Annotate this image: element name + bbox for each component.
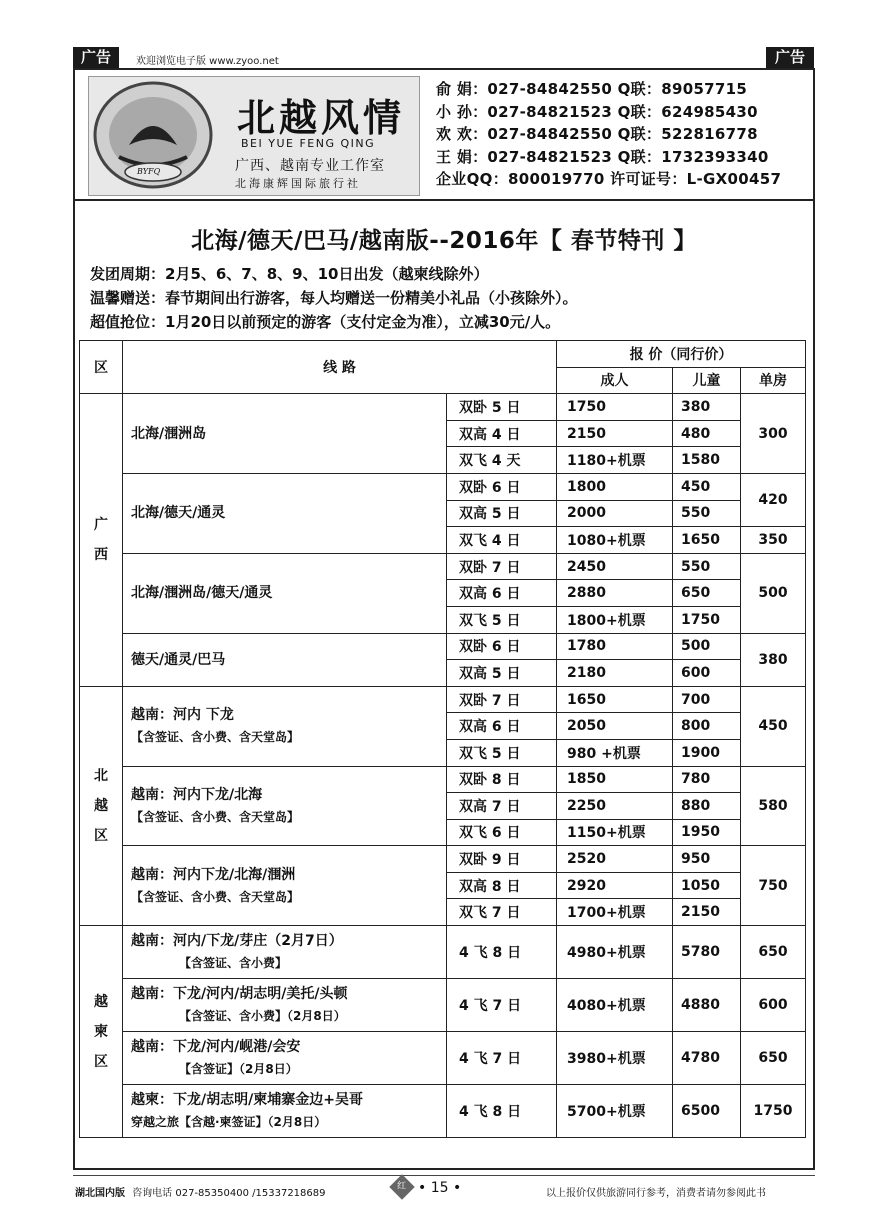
contact-line: 企业QQ：800019770 许可证号：L-GX00457 (436, 170, 782, 188)
info-line: 超值抢位：1月20日以前预定的游客（支付定金为准），立减30元/人。 (90, 313, 561, 331)
child-price: 880 (673, 793, 741, 820)
contact-line: 小 孙：027-84821523 Q联：624985430 (436, 102, 758, 121)
info-line: 温馨赠送：春节期间出行游客，每人均赠送一份精美小礼品（小孩除外）。 (90, 289, 578, 307)
child-price: 550 (673, 553, 741, 580)
child-price: 1650 (673, 527, 741, 554)
single-price: 450 (741, 686, 806, 766)
table-row (80, 846, 806, 873)
adult-price: 1150+机票 (557, 819, 673, 846)
adult-price: 3980+机票 (557, 1032, 673, 1085)
header-single: 单房 (741, 367, 806, 394)
table-header-row (80, 341, 806, 368)
info-line: 发团周期：2月5、6、7、8、9、10日出发（越柬线除外） (90, 265, 489, 283)
header-adult: 成人 (557, 367, 673, 394)
child-price: 1950 (673, 819, 741, 846)
child-price: 450 (673, 473, 741, 500)
route-name: 北海/涠洲岛/德天/通灵 (123, 553, 447, 633)
ad-tag-right: 广告 (766, 47, 814, 68)
duration: 4 飞 8 日 (447, 1085, 557, 1138)
route-title: 越南：下龙/河内/岘港/会安 (131, 1039, 301, 1056)
route-note: 【含签证、含小费、含天堂岛】 (131, 730, 300, 745)
route-name: 北海/德天/通灵 (123, 473, 447, 553)
header-price: 报 价（同行价） (557, 341, 806, 368)
child-price: 4780 (673, 1032, 741, 1085)
route-note: 【含签证】（2月8日） (179, 1062, 298, 1077)
duration: 双卧 6 日 (447, 473, 557, 500)
duration: 双高 8 日 (447, 872, 557, 899)
adult-price: 1780 (557, 633, 673, 660)
duration: 双卧 5 日 (447, 394, 557, 421)
route-note: 【含签证、含小费、含天堂岛】 (131, 809, 300, 824)
duration: 双高 7 日 (447, 793, 557, 820)
single-price: 580 (741, 766, 806, 846)
footer-phone: 咨询电话 027-85350400 /15337218689 (132, 1188, 326, 1199)
child-price: 1050 (673, 872, 741, 899)
route-title: 越柬：下龙/胡志明/柬埔寨金边+吴哥 (131, 1092, 363, 1109)
duration: 双卧 9 日 (447, 846, 557, 873)
adult-price: 5700+机票 (557, 1085, 673, 1138)
duration: 4 飞 8 日 (447, 926, 557, 979)
table-row (80, 1085, 806, 1138)
duration: 4 飞 7 日 (447, 1032, 557, 1085)
page-mark-text: 红 (397, 1181, 407, 1192)
adult-price: 1750 (557, 394, 673, 421)
page-number: • 15 • (418, 1180, 462, 1196)
adult-price: 1080+机票 (557, 527, 673, 554)
page-mark-icon (389, 1174, 414, 1199)
adult-price: 1650 (557, 686, 673, 713)
adult-price: 4080+机票 (557, 979, 673, 1032)
child-price: 800 (673, 713, 741, 740)
child-price: 480 (673, 420, 741, 447)
adult-price: 2150 (557, 420, 673, 447)
footer-left (75, 1184, 326, 1199)
duration: 双高 5 日 (447, 660, 557, 687)
footer-disclaimer: 以上报价仅供旅游同行参考，消费者请勿参阅此书 (546, 1188, 766, 1199)
single-price: 650 (741, 926, 806, 979)
adult-price: 1800 (557, 473, 673, 500)
route-name (123, 766, 447, 846)
route-title: 越南：河内下龙/北海 (131, 786, 263, 803)
child-price: 500 (673, 633, 741, 660)
route-name: 德天/通灵/巴马 (123, 633, 447, 686)
table-row (80, 1032, 806, 1085)
route-note: 【含签证、含小费】 (179, 956, 288, 971)
price-table (79, 340, 806, 1138)
contact-line: 俞 娟：027-84842550 Q联：89057715 (436, 80, 748, 98)
single-price: 420 (741, 473, 806, 526)
route-title: 越南：河内 下龙 (131, 707, 234, 724)
footer-divider (73, 1175, 815, 1176)
single-price: 1750 (741, 1085, 806, 1138)
logo-mark-text: BYFQ (137, 167, 161, 176)
single-price: 350 (741, 527, 806, 554)
route-title: 越南：下龙/河内/胡志明/美托/头顿 (131, 986, 348, 1003)
duration: 双高 5 日 (447, 500, 557, 527)
route-title: 越南：河内/下龙/芽庄（2月7日） (131, 933, 343, 950)
header-child: 儿童 (673, 367, 741, 394)
brand-name: 北越风情 (237, 95, 406, 140)
route-note: 穿越之旅【含越·柬签证】（2月8日） (131, 1115, 327, 1130)
contact-line: 欢 欢：027-84842550 Q联：522816778 (436, 125, 758, 143)
single-price: 300 (741, 394, 806, 474)
table-row (80, 686, 806, 713)
adult-price: 2450 (557, 553, 673, 580)
header-region: 区 (80, 341, 123, 394)
child-price: 380 (673, 394, 741, 421)
adult-price: 2250 (557, 793, 673, 820)
adult-price: 2180 (557, 660, 673, 687)
child-price: 950 (673, 846, 741, 873)
route-title: 越南：河内下龙/北海/涠洲 (131, 866, 296, 883)
adult-price: 2920 (557, 872, 673, 899)
single-price: 750 (741, 846, 806, 926)
child-price: 2150 (673, 899, 741, 926)
single-price: 600 (741, 979, 806, 1032)
duration: 双卧 8 日 (447, 766, 557, 793)
adult-price: 980 +机票 (557, 739, 673, 766)
child-price: 650 (673, 580, 741, 607)
route-name (123, 1032, 447, 1085)
child-price: 5780 (673, 926, 741, 979)
footer-title: 湖北国内版 (75, 1188, 125, 1199)
welcome-text[interactable]: 欢迎浏览电子版 www.zyoo.net (136, 56, 279, 67)
child-price: 6500 (673, 1085, 741, 1138)
adult-price: 2050 (557, 713, 673, 740)
table-row (80, 553, 806, 580)
route-note: 【含签证、含小费】（2月8日） (179, 1009, 346, 1024)
child-price: 550 (673, 500, 741, 527)
duration: 双飞 5 日 (447, 739, 557, 766)
header-divider (73, 199, 815, 201)
brand-agency: 北海康辉国际旅行社 (235, 177, 361, 190)
table-row (80, 979, 806, 1032)
duration: 双卧 6 日 (447, 633, 557, 660)
page-title: 北海/德天/巴马/越南版--2016年【 春节特刊 】 (191, 228, 697, 254)
child-price: 700 (673, 686, 741, 713)
duration: 双高 4 日 (447, 420, 557, 447)
child-price: 1580 (673, 447, 741, 474)
brand-tagline: 广西、越南专业工作室 (235, 158, 385, 174)
duration: 双飞 7 日 (447, 899, 557, 926)
table-row (80, 766, 806, 793)
route-name: 北海/涠洲岛 (123, 394, 447, 474)
header-route: 线 路 (123, 341, 557, 394)
adult-price: 1850 (557, 766, 673, 793)
single-price: 650 (741, 1032, 806, 1085)
single-price: 380 (741, 633, 806, 686)
adult-price: 1180+机票 (557, 447, 673, 474)
child-price: 1750 (673, 606, 741, 633)
route-name (123, 1085, 447, 1138)
single-price: 500 (741, 553, 806, 633)
duration: 双飞 4 日 (447, 527, 557, 554)
table-row (80, 394, 806, 421)
duration: 双卧 7 日 (447, 686, 557, 713)
child-price: 1900 (673, 739, 741, 766)
route-name (123, 686, 447, 766)
adult-price: 2520 (557, 846, 673, 873)
adult-price: 2880 (557, 580, 673, 607)
duration: 4 飞 7 日 (447, 979, 557, 1032)
brand-logo (88, 76, 420, 196)
duration: 双高 6 日 (447, 580, 557, 607)
child-price: 780 (673, 766, 741, 793)
route-name (123, 846, 447, 926)
child-price: 4880 (673, 979, 741, 1032)
contact-line: 王 娟：027-84821523 Q联：1732393340 (436, 147, 769, 166)
region-guangxi: 广西 (80, 394, 123, 687)
adult-price: 4980+机票 (557, 926, 673, 979)
child-price: 600 (673, 660, 741, 687)
duration: 双飞 6 日 (447, 819, 557, 846)
duration: 双高 6 日 (447, 713, 557, 740)
adult-price: 2000 (557, 500, 673, 527)
table-row (80, 633, 806, 660)
duration: 双飞 5 日 (447, 606, 557, 633)
adult-price: 1800+机票 (557, 606, 673, 633)
region-yuejian: 越柬区 (80, 926, 123, 1138)
duration: 双飞 4 天 (447, 447, 557, 474)
route-note: 【含签证、含小费、含天堂岛】 (131, 889, 300, 904)
info-block (90, 262, 578, 334)
route-name (123, 926, 447, 979)
adult-price: 1700+机票 (557, 899, 673, 926)
brand-pinyin: BEI YUE FENG QING (241, 137, 376, 150)
duration: 双卧 7 日 (447, 553, 557, 580)
table-row (80, 473, 806, 500)
route-name (123, 979, 447, 1032)
ad-tag-left: 广告 (73, 47, 119, 68)
contact-list (436, 78, 781, 191)
table-row (80, 926, 806, 979)
region-beiyue: 北越区 (80, 686, 123, 925)
